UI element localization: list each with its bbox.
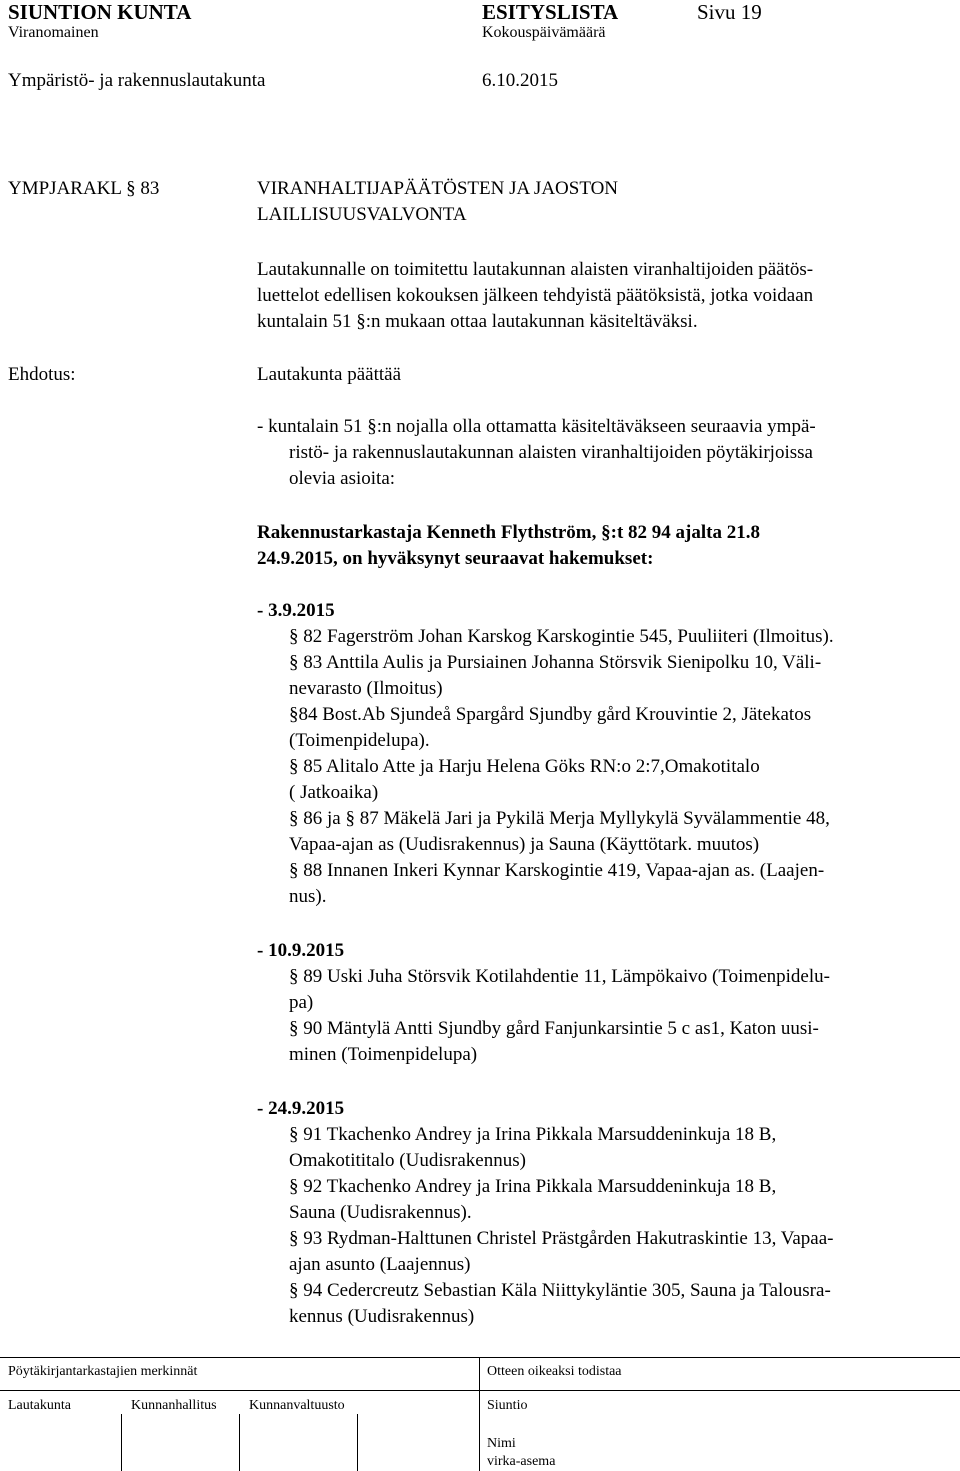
proposal-bullet-3: olevia asioita:: [289, 468, 396, 489]
date-label: Kokouspäivämäärä: [482, 24, 606, 41]
footer-center-rule: [479, 1357, 480, 1471]
group-items: [289, 1122, 834, 1330]
list-item: § 93 Rydman-Halttunen Christel Prästgården Hakutraskintie 13, Vapaa-: [289, 1228, 834, 1249]
list-item: ajan asunto (Laajennus): [289, 1254, 471, 1275]
intro-line-3: kuntalain 51 §:n mukaan ottaa lautakunnan käsiteltäväksi.: [257, 311, 698, 332]
page-number: Sivu 19: [697, 0, 762, 24]
group-date: - 10.9.2015: [257, 940, 345, 961]
section-title-line1: VIRANHALTIJAPÄÄTÖSTEN JA JAOSTON: [257, 178, 619, 199]
list-item: Sauna (Uudisrakennus).: [289, 1202, 472, 1223]
list-item: § 91 Tkachenko Andrey ja Irina Pikkala Marsuddeninkuja 18 B,: [289, 1124, 777, 1145]
proposal-bullet-1: - kuntalain 51 §:n nojalla olla ottamatta käsiteltäväkseen seuraavia ympä-: [257, 416, 816, 437]
authority: Ympäristö- ja rakennuslautakunta: [8, 70, 266, 91]
footer-body-kunnanvaltuusto: Kunnanvaltuusto: [249, 1398, 345, 1413]
list-item: § 85 Alitalo Atte ja Harju Helena Göks RN:o 2:7,Omakotitalo: [289, 756, 760, 777]
list-item: Omakotititalo (Uudisrakennus): [289, 1150, 526, 1171]
footer-right-title: Otteen oikeaksi todistaa: [487, 1364, 622, 1379]
footer-mid-rule: [0, 1390, 960, 1391]
list-item: § 90 Mäntylä Antti Sjundby gård Fanjunkarsintie 5 c as1, Katon uusi-: [289, 1018, 819, 1039]
list-item: § 89 Uski Juha Störsvik Kotilahdentie 11, Lämpökaivo (Toimenpidelu-: [289, 966, 830, 987]
list-item: § 83 Anttila Aulis ja Pursiainen Johanna Störsvik Sienipolku 10, Väli-: [289, 652, 822, 673]
group-date: - 3.9.2015: [257, 600, 335, 621]
footer-left-title: Pöytäkirjantarkastajien merkinnät: [8, 1364, 198, 1379]
meeting-date: 6.10.2015: [482, 70, 558, 91]
list-item: § 94 Cedercreutz Sebastian Käla Niittykyläntie 305, Sauna ja Talousra-: [289, 1280, 831, 1301]
doc-type: ESITYSLISTA: [482, 0, 619, 24]
authority-label: Viranomainen: [8, 24, 99, 41]
footer-virka: virka-asema: [487, 1454, 556, 1469]
list-item: § 86 ja § 87 Mäkelä Jari ja Pykilä Merja Myllykylä Syvälammentie 48,: [289, 808, 830, 829]
proposal-label: Ehdotus:: [8, 364, 76, 385]
inspector-line-2: 24.9.2015, on hyväksynyt seuraavat hakemukset:: [257, 548, 654, 569]
list-item: §84 Bost.Ab Sjundeå Spargård Sjundby gård Krouvintie 2, Jätekatos: [289, 704, 812, 725]
list-item: (Toimenpidelupa).: [289, 730, 430, 751]
footer-body-lautakunta: Lautakunta: [8, 1398, 71, 1413]
footer-body-kunnanhallitus: Kunnanhallitus: [131, 1398, 217, 1413]
proposal-text: Lautakunta päättää: [257, 364, 402, 385]
list-item: § 82 Fagerström Johan Karskog Karskogintie 545, Puuliiteri (Ilmoitus).: [289, 626, 834, 647]
list-item: § 88 Innanen Inkeri Kynnar Karskogintie 419, Vapaa-ajan as. (Laajen-: [289, 860, 825, 881]
section-title-line2: LAILLISUUSVALVONTA: [257, 204, 467, 225]
section-code: YMPJARAKL § 83: [8, 178, 160, 199]
group-items: [289, 964, 830, 1068]
intro-line-2: luettelot edellisen kokouksen jälkeen tehdyistä päätöksistä, jotka voidaan: [257, 285, 814, 306]
proposal-bullet-2: ristö- ja rakennuslautakunnan alaisten viranhaltijoiden pöytäkirjoissa: [289, 442, 813, 463]
list-item: ( Jatkoaika): [289, 782, 379, 803]
org-name: SIUNTION KUNTA: [8, 0, 192, 24]
footer-col-rule: [239, 1414, 240, 1471]
intro-line-1: Lautakunnalle on toimitettu lautakunnan alaisten viranhaltijoiden päätös-: [257, 259, 814, 280]
footer-top-rule: [0, 1357, 960, 1358]
list-item: kennus (Uudisrakennus): [289, 1306, 475, 1327]
footer-siuntio: Siuntio: [487, 1398, 528, 1413]
list-item: minen (Toimenpidelupa): [289, 1044, 478, 1065]
list-item: § 92 Tkachenko Andrey ja Irina Pikkala Marsuddeninkuja 18 B,: [289, 1176, 777, 1197]
footer-col-rule: [121, 1414, 122, 1471]
list-item: nus).: [289, 886, 327, 907]
group-date: - 24.9.2015: [257, 1098, 345, 1119]
footer-col-rule: [357, 1414, 358, 1471]
list-item: nevarasto (Ilmoitus): [289, 678, 443, 699]
inspector-line-1: Rakennustarkastaja Kenneth Flythström, §:t 82 94 ajalta 21.8: [257, 522, 760, 543]
group-items: [289, 624, 834, 910]
footer-nimi: Nimi: [487, 1436, 516, 1451]
list-item: Vapaa-ajan as (Uudisrakennus) ja Sauna (Käyttötark. muutos): [289, 834, 760, 855]
list-item: pa): [289, 992, 314, 1013]
